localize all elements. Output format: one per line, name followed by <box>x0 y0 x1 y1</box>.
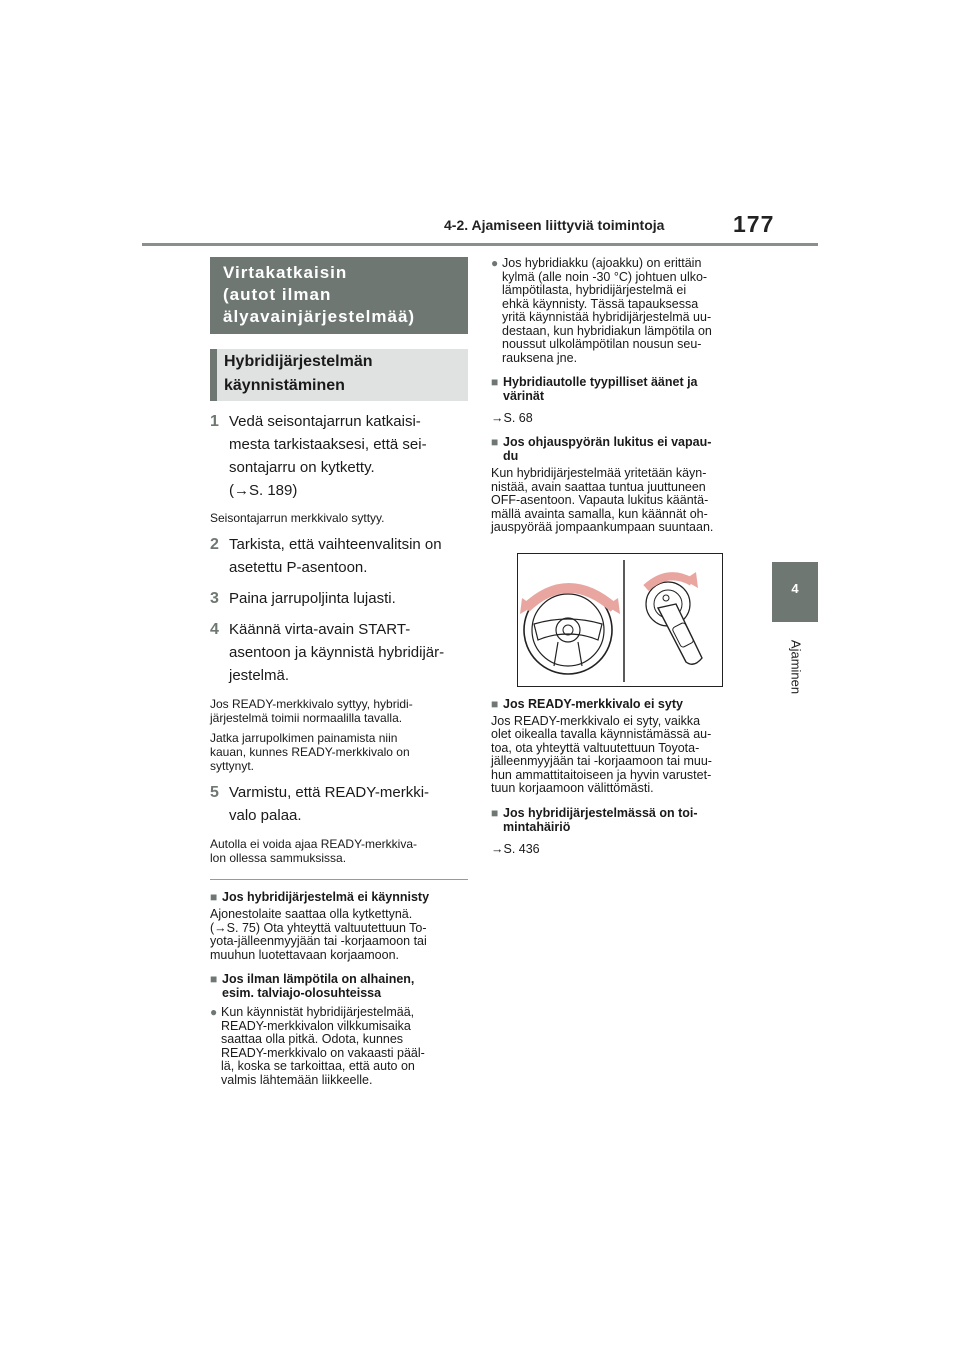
step-note: Jatka jarrupolkimen painamista niin kauan, kunnes READY-merkkivalo on syttynyt. <box>210 731 410 773</box>
info-heading-text: Hybridiautolle tyypilliset äänet ja värinät <box>503 375 698 403</box>
info-bullet-text: Kun käynnistät hybridijärjestelmää, READY-merkkivalon vilkkumisaika saattaa olla pitkä. Odota, kunnes READY-merkkivalo on vakaasti pääl- lä, koska se tarkoittaa, että auto on valmis lähtemään liikkeelle. <box>221 1005 425 1087</box>
info-heading-text: Jos READY-merkkivalo ei syty <box>503 696 683 711</box>
turn-arrow-icon <box>646 572 698 588</box>
info-bullet <box>210 1006 468 1087</box>
page-title: Virtakatkaisin (autot ilman älyavainjärjestelmää) <box>210 257 468 334</box>
info-heading-text: Jos hybridijärjestelmä ei käynnisty <box>222 890 430 904</box>
step-note: Autolla ei voida ajaa READY-merkkiva- lon ollessa sammuksissa. <box>210 837 417 865</box>
step-number: 4 <box>210 621 219 638</box>
chapter-side-label <box>788 632 804 702</box>
step-item <box>210 618 468 687</box>
square-bullet-icon: ■ <box>491 696 499 711</box>
illustration-svg <box>518 554 724 688</box>
round-bullet-icon: ● <box>491 256 499 270</box>
info-heading <box>491 375 751 403</box>
info-heading-text: Jos ilman lämpötila on alhainen, esim. talviajo-olosuhteissa <box>222 972 415 1000</box>
steering-key-illustration <box>517 553 723 687</box>
page-reference[interactable]: →S. 436 <box>491 841 540 856</box>
info-paragraph: Jos READY-merkkivalo ei syty, vaikka olet oikealla tavalla käynnistämässä au- toa, ota yhteyttä valtuutettuun Toyota- jälleenmyyjään tai -korjaamoon tai muu- hun ammattitaitoiseen ja hyvin varustet- tuun korjaamoon välittömästi. <box>491 713 712 795</box>
step-text: Käännä virta-avain START- asentoon ja käynnistä hybridijär- jestelmä. <box>229 621 445 684</box>
square-bullet-icon: ■ <box>491 805 499 820</box>
square-bullet-icon: ■ <box>210 890 218 904</box>
round-bullet-icon: ● <box>210 1005 218 1019</box>
step-item <box>210 410 468 502</box>
step-number: 3 <box>210 590 219 607</box>
ignition-key-icon <box>646 582 702 664</box>
chapter-tab <box>772 562 818 622</box>
info-heading <box>491 806 751 834</box>
step-note: Seisontajarrun merkkivalo syttyy. <box>210 511 385 525</box>
info-bullet-text: Jos hybridiakku (ajoakku) on erittäin kylmä (alle noin -30 °C) johtuen ulko- lämpötilasta, hybridijärjestelmä ei ehkä käynnisty. Tässä tapauksessa yritä käynnistää hybridijärjestelmä uu- destaan, kun hybridiakun lämpötila on noussut ulkolämpötilan nousun seu- rauksena jne. <box>502 256 712 365</box>
info-paragraph: Ajonestolaite saattaa olla kytkettynä. (→S. 75) Ota yhteyttä valtuutettuun To- yota-jälleenmyyjään tai -korjaamoon tai muuhun luotettavaan korjaamoon. <box>210 907 427 962</box>
right-column <box>491 257 751 856</box>
step-number: 5 <box>210 784 219 801</box>
step-text: Paina jarrupoljinta lujasti. <box>229 590 396 607</box>
step-number: 1 <box>210 413 219 430</box>
header-divider <box>142 243 818 246</box>
step-text: Tarkista, että vaihteenvalitsin on asetettu P-asentoon. <box>229 536 442 576</box>
turn-arrow-icon <box>520 588 620 614</box>
info-bullet <box>491 257 751 365</box>
info-heading <box>491 697 751 711</box>
left-column <box>210 257 468 1087</box>
page-reference[interactable]: →S. 68 <box>491 411 533 425</box>
page-number: 177 <box>733 211 775 237</box>
square-bullet-icon: ■ <box>210 972 218 986</box>
info-heading <box>210 890 468 904</box>
info-heading-text: Jos ohjauspyörän lukitus ei vapau- du <box>503 435 712 463</box>
steps-list <box>210 410 468 865</box>
chapter-number: 4 <box>791 581 799 596</box>
section-header: 4-2. Ajamiseen liittyviä toimintoja <box>444 217 665 233</box>
info-heading-text: Jos hybridijärjestelmässä on toi- mintahäiriö <box>503 805 698 834</box>
section-divider <box>210 879 468 880</box>
step-item <box>210 587 468 610</box>
square-bullet-icon: ■ <box>491 375 499 389</box>
step-note: Jos READY-merkkivalo syttyy, hybridi- järjestelmä toimii normaalilla tavalla. <box>210 697 413 725</box>
info-paragraph: Kun hybridijärjestelmää yritetään käyn- nistää, avain saattaa tuntua juuttuneen OFF-asentoon. Vapauta lukitus kääntä- mällä avainta samalla, kun käännät oh- jauspyörää jompaankumpaan suuntaan. <box>491 466 714 534</box>
step-item <box>210 533 468 579</box>
step-text: Vedä seisontajarrun katkaisi- mesta tarkistaaksesi, että sei- sontajarru on kytketty. (→S. 189) <box>229 413 427 499</box>
step-number: 2 <box>210 536 219 553</box>
info-heading <box>491 435 751 463</box>
chapter-label: Ajaminen <box>788 639 804 695</box>
info-heading <box>210 972 468 1000</box>
square-bullet-icon: ■ <box>491 435 499 449</box>
step-text: Varmistu, että READY-merkki- valo palaa. <box>229 784 430 824</box>
section-subtitle: Hybridijärjestelmän käynnistäminen <box>210 349 468 401</box>
step-item <box>210 781 468 827</box>
